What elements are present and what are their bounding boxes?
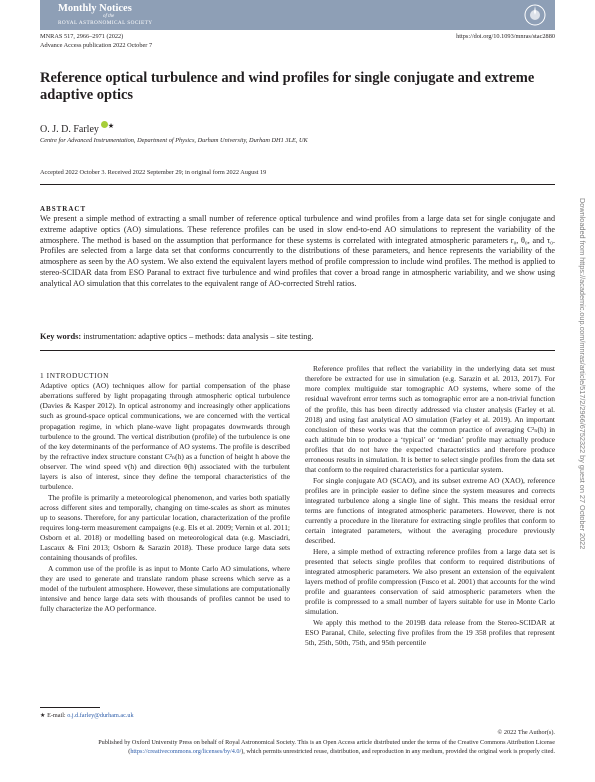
footnote-rule [40, 707, 100, 708]
email-link[interactable]: o.j.d.farley@durham.ac.uk [67, 712, 134, 719]
abstract-text: We present a simple method of extracting a small number of reference optical turbulence and wind profiles from a large data set for single conjugate and extreme adaptive optics (AO) simulations. These reference profiles can be used in slow end-to-end AO simulations to represent the variability of the atmosphere. The method is based on the assumption that performance for these systems is correlated with integrated atmospheric parameters r₀, θ₀, and τ₀. Profiles are selected from a large data set that conforms concurrently to the distributions of these parameters, and hence represents the variability of the atmosphere as seen by the AO system. We also extend the equivalent layers method of profile compression to include wind profiles. The method is applied to stereo-SCIDAR data from ESO Paranal to extract five turbulence and wind profiles that cover a broad range in atmospheric variability, and we show using analytical AO simulation that this correlates to the equivalent range of AO-corrected Strehl ratios. [40, 214, 555, 288]
ras-crest-icon [523, 3, 547, 27]
author-name: O. J. D. Farley [40, 124, 99, 135]
paragraph: Adaptive optics (AO) techniques allow for partial compensation of the phase aberrations suffered by light propagating through atmospheric optical turbulence (Davies & Kasper 2012). In optical astronomy and increasingly other applications such as ground-space optical communications, we are concerned with the vertical propagation regime, in which plane-wave light propagates downwards through turbulence to the ground. The vertical distribution (profile) of the turbulence is one of the key determinants of the performance of AO systems. The profile is described by the refractive index structure constant C²ₙ(h) as a function of height h above the observer. The wind speed v(h) and direction θ(h) associated with the turbulent layers is also of interest, since they define the temporal characteristics of the turbulence. [40, 381, 290, 492]
license-pre: Published by Oxford University Press on behalf of Royal Astronomical Society. This is an Open Access article distributed under the terms of the Creative Commons Attribution License ( [98, 739, 555, 755]
received-dates: Accepted 2022 October 3. Received 2022 September 29; in original form 2022 August 19 [40, 169, 267, 176]
journal-society: ROYAL ASTRONOMICAL SOCIETY [58, 20, 153, 26]
keywords-label: Key words: [40, 332, 82, 341]
footnote [40, 712, 134, 719]
divider-bottom [40, 350, 555, 351]
keywords-text: instrumentation: adaptive optics – methods: data analysis – site testing. [83, 332, 314, 341]
citation-block [40, 33, 152, 50]
author-line [40, 121, 114, 135]
orcid-icon[interactable] [101, 121, 108, 128]
paragraph: Here, a simple method of extracting reference profiles from a large data set is presented that selects single profiles that conform to required distributions of integrated atmospheric parameters. We also present an extension of the equivalent layers method of profile compression (Fusco et al. 2001) that accounts for the wind profile and guarantees conservation of said atmospheric parameters when the profile is compressed to a small number of layers suitable for use in Monte Carlo simulation. [305, 546, 555, 617]
left-column [40, 381, 290, 614]
paper-title: Reference optical turbulence and wind profiles for single conjugate and extreme adaptive optics [40, 70, 535, 103]
paragraph: A common use of the profile is as input to Monte Carlo AO simulations, where they are used to generate and translate random phase screens which serve as a model of the turbulent atmosphere. However, these simulations are computationally intensive and hence large data sets with thousands of profiles cannot be used to fully characterize the AO performance. [40, 563, 290, 614]
paragraph: Reference profiles that reflect the variability in the underlying data set must therefore be extracted for use in simulation (e.g. Sarazin et al. 2013, 2017). For more complex multiguide star tomographic AO systems, where some of the residual wavefront error terms such as tomographic error are a non-trivial function of the profile, this has been directly addressed via cluster analysis (Farley et al. 2018) and using fast analytical AO simulation (Farley et al. 2019). An important conclusion of these works was that the common practice of averaging C²ₙ(h) in each altitude bin to produce a ‘typical’ or ‘median’ profile may actually produce profiles that do not have the expected characteristics and therefore produce erroneous results in simulation. It is better to select single profiles from the data set that conform to the required characteristics for a particular system. [305, 364, 555, 475]
paragraph: For single conjugate AO (SCAO), and its subset extreme AO (XAO), reference profiles are in principle easier to define since the system measures and corrects integrated turbulence along a single line of sight. This means the residual error terms are functions of integrated atmospheric parameters. However, there is not currently a procedure in the literature for extracting single profiles that conform to certain integrated parameters, without the averaging procedure previously described. [305, 475, 555, 546]
doi-link[interactable]: https://doi.org/10.1093/mnras/stac2880 [456, 33, 555, 40]
divider-top [40, 184, 555, 185]
license-post: ), which permits unrestricted reuse, distribution, and reproduction in any medium, provided the original work is properly cited. [241, 747, 555, 755]
copyright: © 2022 The Author(s). [497, 729, 555, 736]
paragraph: The profile is primarily a meteorological phenomenon, and varies both spatially across different sites and temporally, changing on time-scales as short as minutes up to seasons. Therefore, for any particular location, characterization of the profile requires long-term measurement campaigns (e.g. Els et al. 2009; Vernin et al. 2011; Osborn et al. 2018) or modelling based on meteorological data (e.g. Masciadri, Lascaux & Fini 2013; Osborn & Sarazin 2018). These produce large data sets containing thousands of profiles. [40, 492, 290, 563]
paragraph: We apply this method to the 2019B data release from the Stereo-SCIDAR at ESO Paranal, Chile, selecting five profiles from the 19 358 profiles that represent 5th, 25th, 50th, 75th, and 95th percentile [305, 617, 555, 647]
journal-name: Monthly Notices [58, 3, 132, 14]
right-column [305, 364, 555, 648]
journal-banner [40, 0, 555, 30]
affiliation: Centre for Advanced Instrumentation, Department of Physics, Durham University, Durham DH1 3LE, UK [40, 137, 308, 144]
citation: MNRAS 517, 2966–2971 (2022) [40, 33, 124, 40]
author-footnote-mark: ★ [107, 122, 115, 130]
footnote-label: ★ E-mail: [40, 712, 66, 719]
keywords [40, 332, 313, 341]
section-heading: 1 INTRODUCTION [40, 371, 109, 380]
abstract-heading: ABSTRACT [40, 205, 87, 213]
license-link[interactable]: https://creativecommons.org/licenses/by/4.0/ [130, 747, 242, 755]
download-watermark: Downloaded from https://academic.oup.com/mnras/article/517/2/2966/6752322 by guest on 27 October 2022 [578, 198, 587, 550]
advance-access: Advance Access publication 2022 October 7 [40, 41, 153, 49]
journal-of: of the [103, 14, 115, 19]
license-text [40, 739, 555, 756]
